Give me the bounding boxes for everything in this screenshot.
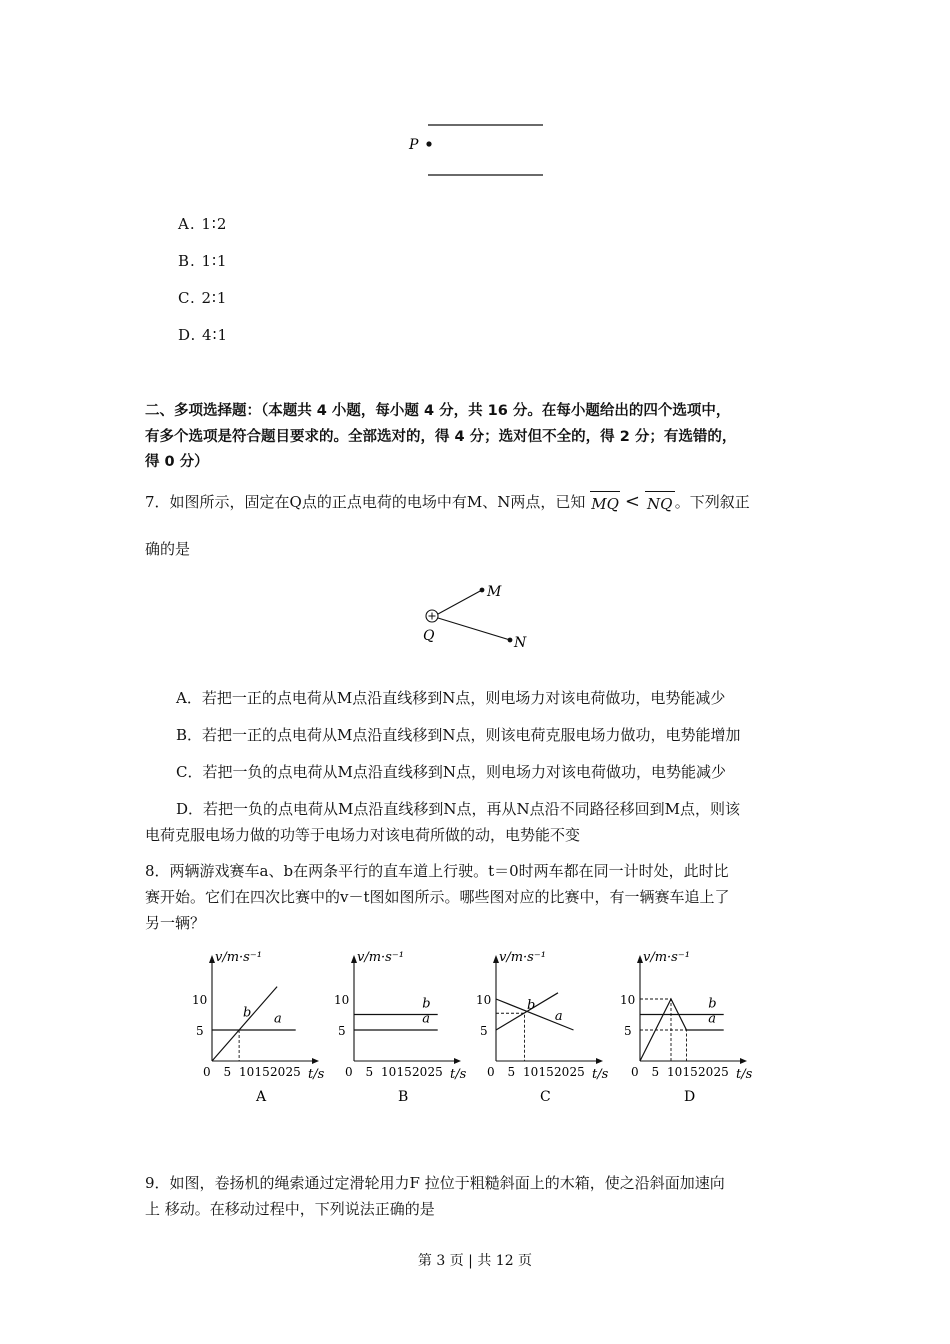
section2-line1: 二、多项选择题：（本题共 4 小题，每小题 4 分，共 16 分。在每小题给出的四个选项中， (145, 403, 731, 419)
chart-b-xlabel: t/s (450, 1067, 467, 1082)
section2-line2: 有多个选项是符合题目要求的。全部选对的，得 4 分；选对但不全的，得 2 分；有选错的， (145, 429, 737, 445)
q8-line3: 另一辆？ (145, 914, 206, 932)
chart-d-xtick-20: 20 (698, 1065, 714, 1079)
chart-c-xtick-25: 25 (569, 1065, 585, 1079)
chart-d-xtick-25: 25 (713, 1065, 729, 1079)
chart-a-title: A (256, 1089, 267, 1105)
chart-c-xtick-0: 0 (487, 1065, 495, 1079)
chart-a-xlabel: t/s (308, 1067, 325, 1082)
chart-a-series-b (212, 987, 277, 1061)
chart-c-xtick-20: 20 (554, 1065, 570, 1079)
chart-b-title: B (398, 1089, 409, 1105)
q8-line2: 赛开始。它们在四次比赛中的v－t图如图所示。哪些图对应的比赛中，有一辆赛车追上了 (145, 888, 730, 906)
chart-b-xtick-10: 10 (381, 1065, 397, 1079)
chart-c-guide (496, 1013, 525, 1061)
q7-option-c: C．若把一负的点电荷从M点沿直线移到N点，则电场力对该电荷做功，电势能减少 (176, 763, 726, 781)
chart-c-xtick-10: 10 (523, 1065, 539, 1079)
q7-stem-line2: 确的是 (145, 540, 191, 558)
chart-a-label-a: a (274, 1011, 282, 1027)
chart-d-xtick-15: 15 (682, 1065, 698, 1079)
q6-option-d: D. 4∶1 (178, 326, 229, 344)
charge-figure (410, 578, 540, 653)
chart-b-label-a: a (422, 1011, 430, 1027)
chart-c-label-b: b (527, 997, 536, 1013)
chart-a-xtick-25: 25 (285, 1065, 301, 1079)
q6-option-b: B. 1∶1 (178, 252, 228, 270)
label-n: N (514, 635, 527, 651)
q7-stem (145, 491, 750, 515)
chart-a-xtick-15: 15 (254, 1065, 270, 1079)
page-footer: 第 3 页 | 共 12 页 (417, 1253, 533, 1269)
chart-b-xtick-15: 15 (396, 1065, 412, 1079)
chart-b-ylabel: v/m·s⁻¹ (357, 950, 404, 965)
chart-c-title: C (540, 1089, 551, 1105)
chart-c-xtick-15: 15 (538, 1065, 554, 1079)
chart-d-title: D (684, 1089, 696, 1105)
q7-less-than: < (624, 491, 640, 512)
chart-a-xtick-20: 20 (270, 1065, 286, 1079)
chart-a-ylabel: v/m·s⁻¹ (215, 950, 262, 965)
chart-c-ylabel: v/m·s⁻¹ (499, 950, 546, 965)
q9-line1: 9．如图，卷扬机的绳索通过定滑轮用力F 拉位于粗糙斜面上的木箱，使之沿斜面加速向 (145, 1174, 725, 1192)
chart-b-xtick-0: 0 (345, 1065, 353, 1079)
q7-option-d-line2: 电荷克服电场力做的功等于电场力对该电荷所做的动，电势能不变 (145, 826, 581, 844)
chart-c-x-arrow (596, 1058, 603, 1064)
chart-d-xtick-0: 0 (631, 1065, 639, 1079)
chart-d-xtick-5: 5 (651, 1065, 660, 1079)
chart-b-ytick-10: 10 (334, 993, 350, 1007)
chart-a-xtick-5: 5 (223, 1065, 232, 1079)
q7-option-a: A．若把一正的点电荷从M点沿直线移到N点，则电场力对该电荷做功，电势能减少 (176, 689, 726, 707)
chart-d-guide-15 (640, 1030, 687, 1061)
chart-a-xtick-10: 10 (239, 1065, 255, 1079)
chart-a-x-arrow (312, 1058, 319, 1064)
section2-line3: 得 0 分） (145, 454, 209, 470)
chart-d-ytick-5: 5 (624, 1024, 632, 1038)
q7-stem-part2: 。下列叙正 (674, 493, 750, 511)
capacitor-figure (400, 115, 560, 185)
chart-b-xtick-20: 20 (412, 1065, 428, 1079)
q6-option-c: C. 2∶1 (178, 289, 228, 307)
vt-charts (180, 945, 780, 1105)
chart-b-label-b: b (422, 996, 431, 1012)
q7-fraction-nq: NQ (645, 491, 675, 515)
chart-c-ytick-5: 5 (480, 1024, 488, 1038)
chart-c-xtick-5: 5 (507, 1065, 516, 1079)
q8-line1: 8．两辆游戏赛车a、b在两条平行的直车道上行驶。t＝0时两车都在同一计时处，此时比 (145, 862, 729, 880)
q9-line2: 上 移动。在移动过程中，下列说法正确的是 (145, 1200, 435, 1218)
chart-d-x-arrow (740, 1058, 747, 1064)
q7-option-b: B．若把一正的点电荷从M点沿直线移到N点，则该电荷克服电场力做功，电势能增加 (176, 726, 741, 744)
label-m: M (487, 584, 502, 600)
chart-c-label-a: a (554, 1009, 563, 1025)
chart-b-xtick-25: 25 (427, 1065, 443, 1079)
chart-a-label-b: b (243, 1005, 252, 1021)
chart-a-ytick-5: 5 (196, 1024, 204, 1038)
chart-d-ylabel: v/m·s⁻¹ (643, 950, 690, 965)
q6-option-a: A. 1∶2 (178, 215, 228, 233)
q7-option-d: D．若把一负的点电荷从M点沿直线移到N点，再从N点沿不同路径移回到M点，则该 (176, 800, 740, 818)
label-q: Q (423, 628, 435, 644)
chart-a-ytick-10: 10 (192, 993, 208, 1007)
point-label-p: P (409, 137, 419, 153)
chart-c-xlabel: t/s (592, 1067, 609, 1082)
chart-d-label-b: b (708, 996, 717, 1012)
chart-b-ytick-5: 5 (338, 1024, 346, 1038)
chart-d-ytick-10: 10 (620, 993, 636, 1007)
chart-d-xlabel: t/s (736, 1067, 753, 1082)
chart-d-xtick-10: 10 (667, 1065, 683, 1079)
chart-b-x-arrow (454, 1058, 461, 1064)
chart-b-xtick-5: 5 (365, 1065, 374, 1079)
chart-c-ytick-10: 10 (476, 993, 492, 1007)
q7-fraction-mq: MQ (590, 491, 620, 515)
chart-d-label-a: a (708, 1011, 716, 1027)
q7-stem-part1: 7．如图所示，固定在Q点的正点电荷的电场中有M、N两点，已知 (145, 493, 586, 511)
chart-a-xtick-0: 0 (203, 1065, 211, 1079)
